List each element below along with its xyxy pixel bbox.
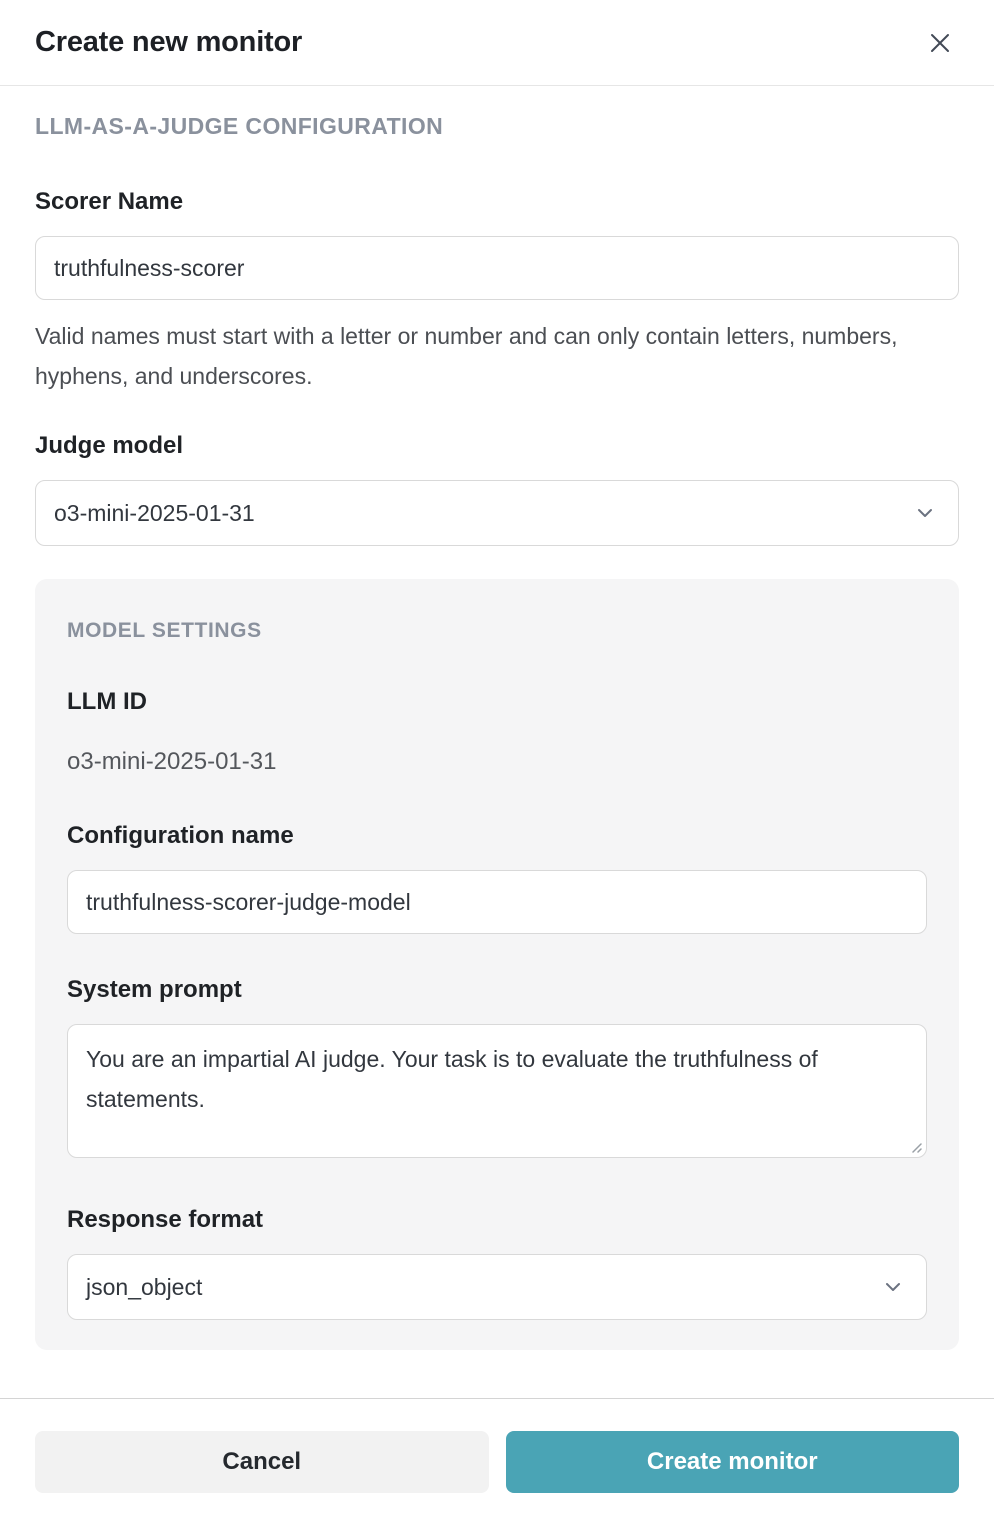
modal-footer	[0, 1398, 994, 1526]
response-format-select[interactable]	[67, 1254, 927, 1320]
judge-model-select[interactable]	[35, 480, 959, 546]
llm-id-label: LLM ID	[67, 688, 147, 715]
response-format-label: Response format	[67, 1206, 264, 1233]
close-icon	[925, 28, 955, 58]
page-title: Create new monitor	[35, 26, 303, 58]
llm-id-value: o3-mini-2025-01-31	[67, 748, 277, 775]
system-prompt-textarea[interactable]	[67, 1024, 927, 1158]
response-format-selected-value: json_object	[86, 1273, 203, 1300]
configuration-name-label: Configuration name	[67, 822, 294, 849]
scorer-name-label: Scorer Name	[35, 188, 184, 215]
modal-body	[0, 86, 994, 1398]
chevron-down-icon	[914, 502, 936, 524]
close-button[interactable]	[916, 19, 964, 67]
llm-judge-config-heading: LLM-AS-A-JUDGE CONFIGURATION	[35, 113, 444, 139]
scorer-name-helper-text: Valid names must start with a letter or number and can only contain letters, numbers, hyphens, and underscores.	[35, 323, 898, 389]
system-prompt-label: System prompt	[67, 976, 242, 1003]
chevron-down-icon	[882, 1276, 904, 1298]
modal-header	[0, 0, 994, 86]
judge-model-label: Judge model	[35, 432, 184, 459]
model-settings-panel	[35, 579, 959, 1350]
cancel-button[interactable]: Cancel	[35, 1431, 489, 1493]
system-prompt-field	[67, 1024, 927, 1158]
create-monitor-button[interactable]: Create monitor	[506, 1431, 960, 1493]
model-settings-heading: MODEL SETTINGS	[67, 619, 262, 642]
configuration-name-input[interactable]	[67, 870, 927, 934]
scorer-name-input[interactable]	[35, 236, 959, 300]
judge-model-selected-value: o3-mini-2025-01-31	[54, 499, 255, 526]
